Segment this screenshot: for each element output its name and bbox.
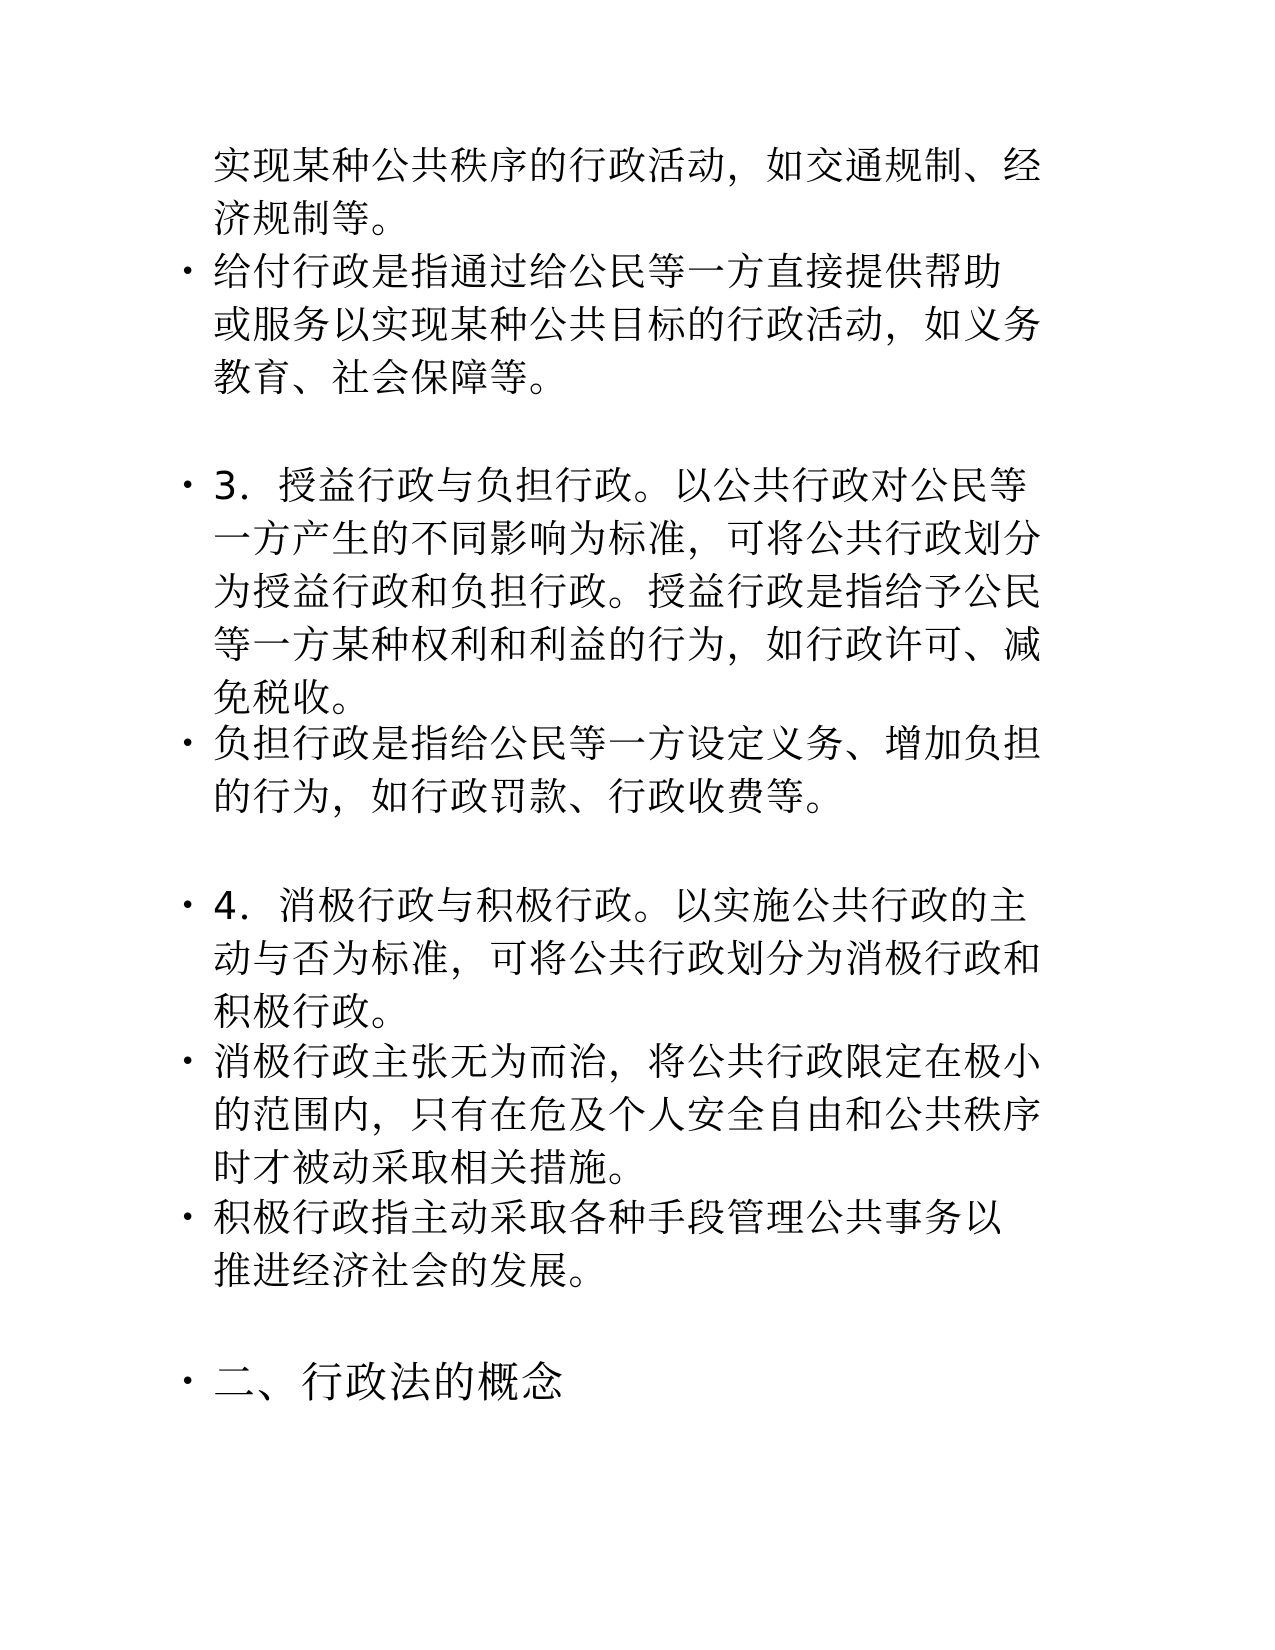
text-line: 为授益行政和负担行政。授益行政是指给予公民 xyxy=(213,570,1043,614)
bullet-icon: • xyxy=(180,257,197,287)
text-line: 时才被动采取相关措施。 xyxy=(213,1146,648,1190)
paragraph-text xyxy=(213,718,1075,824)
bullet-icon: • xyxy=(180,1367,197,1397)
bullet-icon: • xyxy=(180,1203,197,1233)
paragraph-text xyxy=(213,140,1075,246)
bullet-item xyxy=(180,1192,1080,1298)
text-line: 免税收。 xyxy=(213,676,372,720)
text-line: 的行为，如行政罚款、行政收费等。 xyxy=(213,775,846,819)
paragraph-text xyxy=(213,246,1075,405)
bullet-item xyxy=(180,880,1080,1039)
bullet-icon: • xyxy=(180,729,197,759)
bullet-item xyxy=(180,460,1080,725)
bullet-item xyxy=(180,246,1080,405)
bullet-item xyxy=(180,1036,1080,1195)
paragraph-text xyxy=(213,880,1075,1039)
section-heading xyxy=(180,1356,1080,1409)
text-line: 济规制等。 xyxy=(213,197,411,241)
paragraph-text xyxy=(213,1192,1075,1298)
text-line: 实现某种公共秩序的行政活动，如交通规制、经 xyxy=(213,144,1043,188)
text-line: 3．授益行政与负担行政。以公共行政对公民等 xyxy=(213,464,1029,508)
bullet-icon: • xyxy=(180,1047,197,1077)
text-line: 教育、社会保障等。 xyxy=(213,356,569,400)
heading-text xyxy=(213,1356,1075,1409)
bullet-icon: • xyxy=(180,471,197,501)
text-line: 或服务以实现某种公共目标的行政活动，如义务 xyxy=(213,303,1043,347)
paragraph-text xyxy=(213,1036,1075,1195)
paragraph-text xyxy=(213,460,1075,725)
text-line: 给付行政是指通过给公民等一方直接提供帮助 xyxy=(213,250,1004,294)
text-line: 积极行政指主动采取各种手段管理公共事务以 xyxy=(213,1196,1004,1240)
text-line: 消极行政主张无为而治，将公共行政限定在极小 xyxy=(213,1040,1043,1084)
text-line: 推进经济社会的发展。 xyxy=(213,1249,609,1293)
text-line: 积极行政。 xyxy=(213,990,411,1034)
paragraph-continuation xyxy=(180,140,1080,246)
text-line: 4．消极行政与积极行政。以实施公共行政的主 xyxy=(213,884,1029,928)
text-line: 动与否为标准，可将公共行政划分为消极行政和 xyxy=(213,937,1043,981)
text-line: 等一方某种权利和利益的行为，如行政许可、减 xyxy=(213,623,1043,667)
bullet-icon: • xyxy=(180,891,197,921)
bullet-item xyxy=(180,718,1080,824)
text-line: 的范围内，只有在危及个人安全自由和公共秩序 xyxy=(213,1093,1043,1137)
text-line: 负担行政是指给公民等一方设定义务、增加负担 xyxy=(213,722,1043,766)
text-line: 二、行政法的概念 xyxy=(213,1358,566,1407)
text-line: 一方产生的不同影响为标准，可将公共行政划分 xyxy=(213,517,1043,561)
